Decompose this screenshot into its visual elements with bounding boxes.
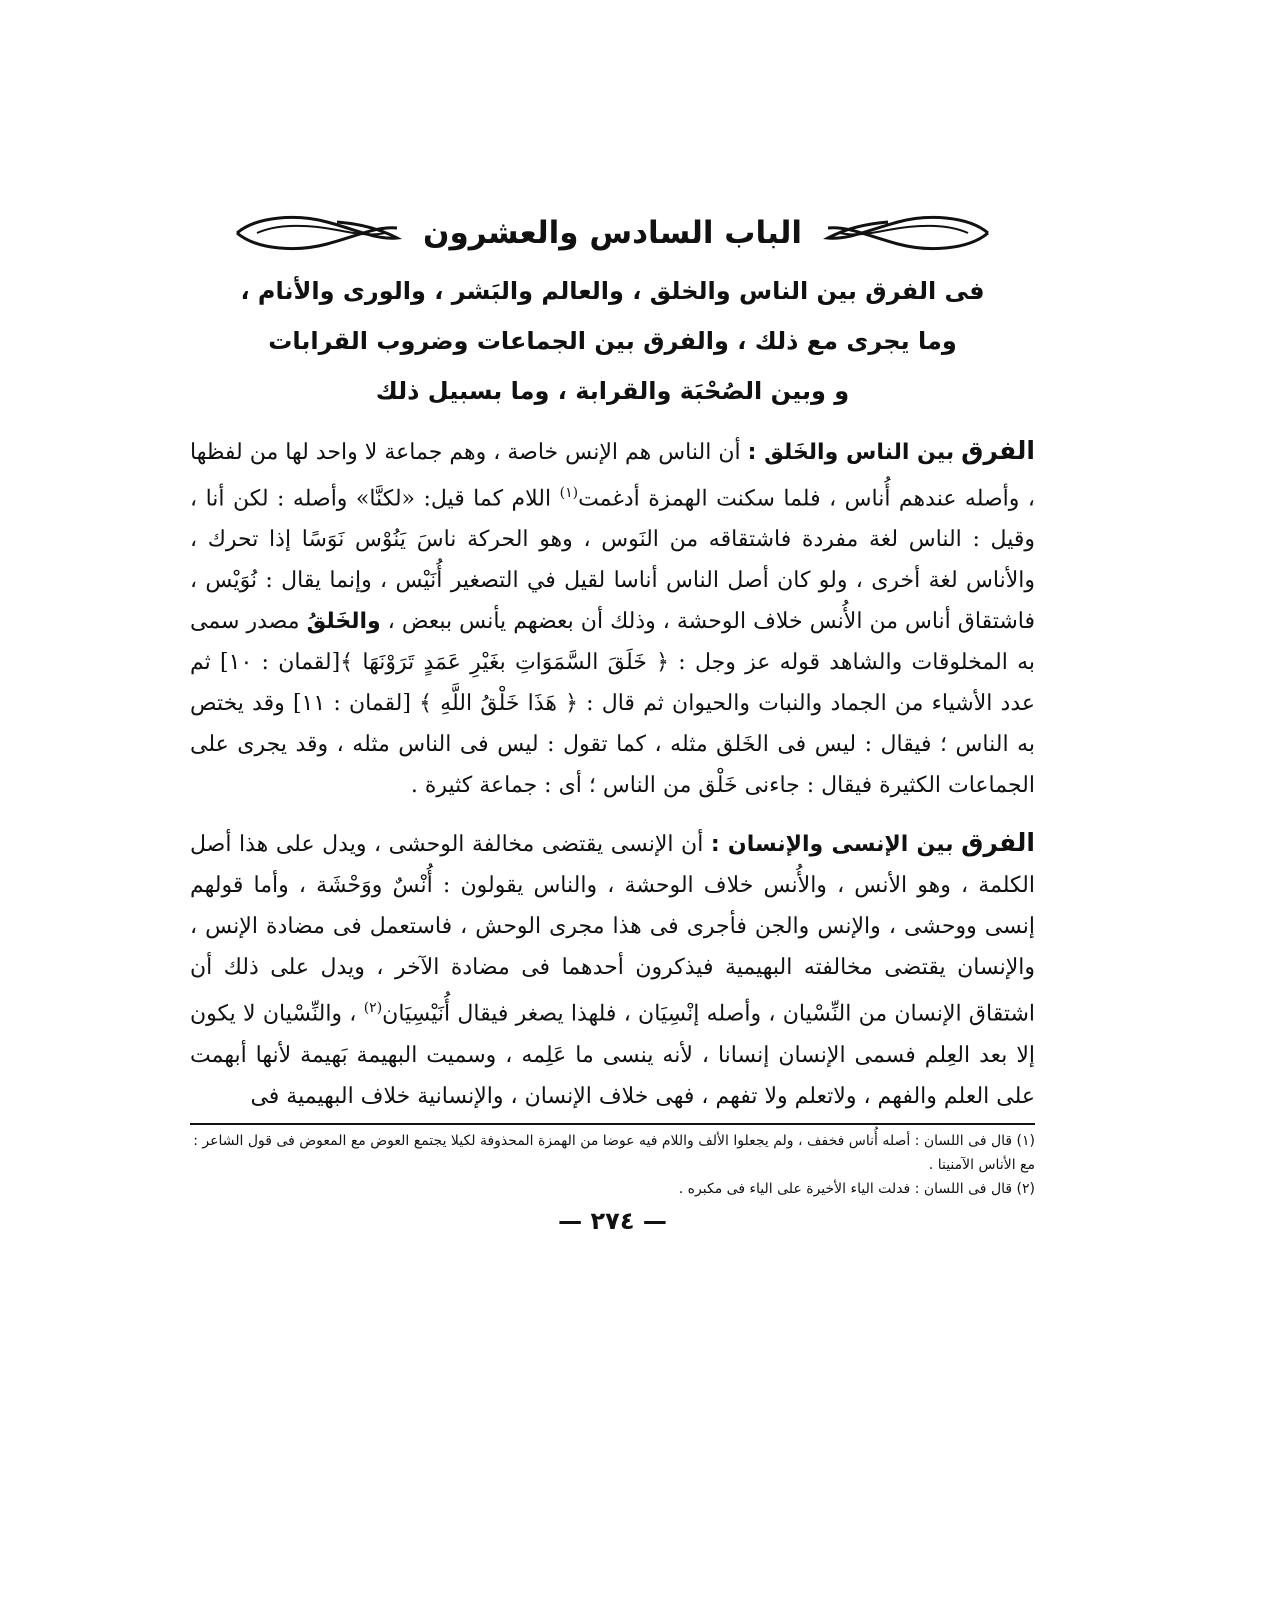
section-lead-word: الفرق xyxy=(961,828,1035,858)
section-paragraph-1 xyxy=(190,430,1035,806)
footnote-1: (١) قال فى اللسان : أصله أُناس فخفف ، ولم يجعلوا الألف واللام فيه عوضا من الهمزة المحذوفة لكيلا يجتمع العوض مع المعوض فى قول الشاعر : مع الأناس الآمنينا . xyxy=(193,1132,1035,1173)
paragraph-text: مصدر سمى به المخلوقات والشاهد قوله عز وجل : ﴿ خَلَقَ السَّمَوَاتِ بغَيْرِ عَمَدٍ تَرَوْنَهَا ﴾[لقمان : ١٠] ثم عدد الأشياء من الجماد والنبات والحيوان ثم قال : ﴿ هَذَا خَلْقُ اللَّهِ ﴾ [لقمان : ١١] وقد يختص به الناس ؛ فيقال : ليس فى الخَلق مثله ، كما تقول : ليس فى الناس مثله ، وقد يجرى على الجماعات الكثيرة فيقال : جاءنى خَلْق من الناس ؛ أى : جماعة كثيرة . xyxy=(190,609,1035,799)
paragraph-text: ، والنِّسْيان لا يكون إلا بعد العِلم فسمى الإنسان إنسانا ، لأنه ينسى ما عَلِمه ، وسميت البهيمة بَهيمة لأنها أبهمت على العلم والفهم ، ولاتعلم ولا تفهم ، فهى خلاف الإنسان ، والإنسانية خلاف البهيمية فى xyxy=(190,1001,1035,1109)
chapter-title: الباب السادس والعشرون xyxy=(422,215,803,251)
footnote-ref: (١) xyxy=(559,485,579,501)
section-lead-word: الفرق xyxy=(961,436,1035,465)
footnote-divider xyxy=(190,1123,1035,1125)
ornament-left-icon xyxy=(232,210,407,256)
section-heading: بين الإنسى والإنسان : xyxy=(710,832,954,858)
section-heading: بين الناس والخَلق : xyxy=(747,440,955,465)
page-number: — ٢٧٤ — xyxy=(558,1206,667,1235)
chapter-heading xyxy=(190,200,1035,266)
section-paragraph-2 xyxy=(190,822,1035,1116)
footnote-ref: (٢) xyxy=(363,1000,383,1017)
chapter-subtitle-line-3: و وبين الصُحْبَة والقرابة ، وما بسبيل ذلك xyxy=(375,377,850,405)
chapter-subtitle-line-2: وما يجرى مع ذلك ، والفرق بين الجماعات وضروب القرابات xyxy=(268,327,957,355)
footnote-2: (٢) قال فى اللسان : فدلت الياء الأخيرة على الياء فى مكبره . xyxy=(678,1180,1035,1197)
paragraph-text: أن الإنسى يقتضى مخالفة الوحشى ، ويدل على هذا أصل الكلمة ، وهو الأنس ، والأُنس خلاف الوحشة ، والناس يقولون : أُنْسٌ ووَحْشَة ، وأما قولهم إنسى ووحشى ، والإنس والجن فأجرى فى هذا مجرى الوحش ، فاستعمل فى مضادة الإنس ، والإنسان يقتضى مخالفته البهيمية فيذكرون أحدهما فى مضادة الآخر ، ويدل على ذلك أن اشتقاق الإنسان من النِّسْيان ، وأصله إنْسِيَان ، فلهذا يصغر فيقال أُنَيْسِيَان xyxy=(190,832,1036,1027)
chapter-subtitle-line-1: فى الفرق بين الناس والخلق ، والعالم والبَشر ، والورى والأنام ، xyxy=(240,277,985,305)
ornament-right-icon xyxy=(818,210,993,256)
book-page xyxy=(190,200,1035,1235)
footnotes xyxy=(190,1129,1035,1201)
inline-term: والخَلقُ xyxy=(306,609,381,635)
paragraph-text: أن الناس هم الإنس خاصة ، وهم جماعة لا واحد لها من لفظها ، وأصله عندهم أُناس ، فلما سكنت الهمزة أدغمت xyxy=(190,440,1035,512)
paragraph-text: اللام كما قيل: «لكنَّا» وأصله : لكن أنا ، وقيل : الناس لغة مفردة فاشتقاقه من النَوس ، وهو الحركة ناسَ يَنُوْس نَوَسًا إذا تحرك ، والأناس لغة أخرى ، ولو كان أصل الناس أناسا لقيل في التصغير أُنَيْس ، وإنما يقال : نُوَيْس ، فاشتقاق أناس من الأُنس خلاف الوحشة ، وذلك أن بعضهم يأنس ببعض ، xyxy=(190,486,1035,635)
